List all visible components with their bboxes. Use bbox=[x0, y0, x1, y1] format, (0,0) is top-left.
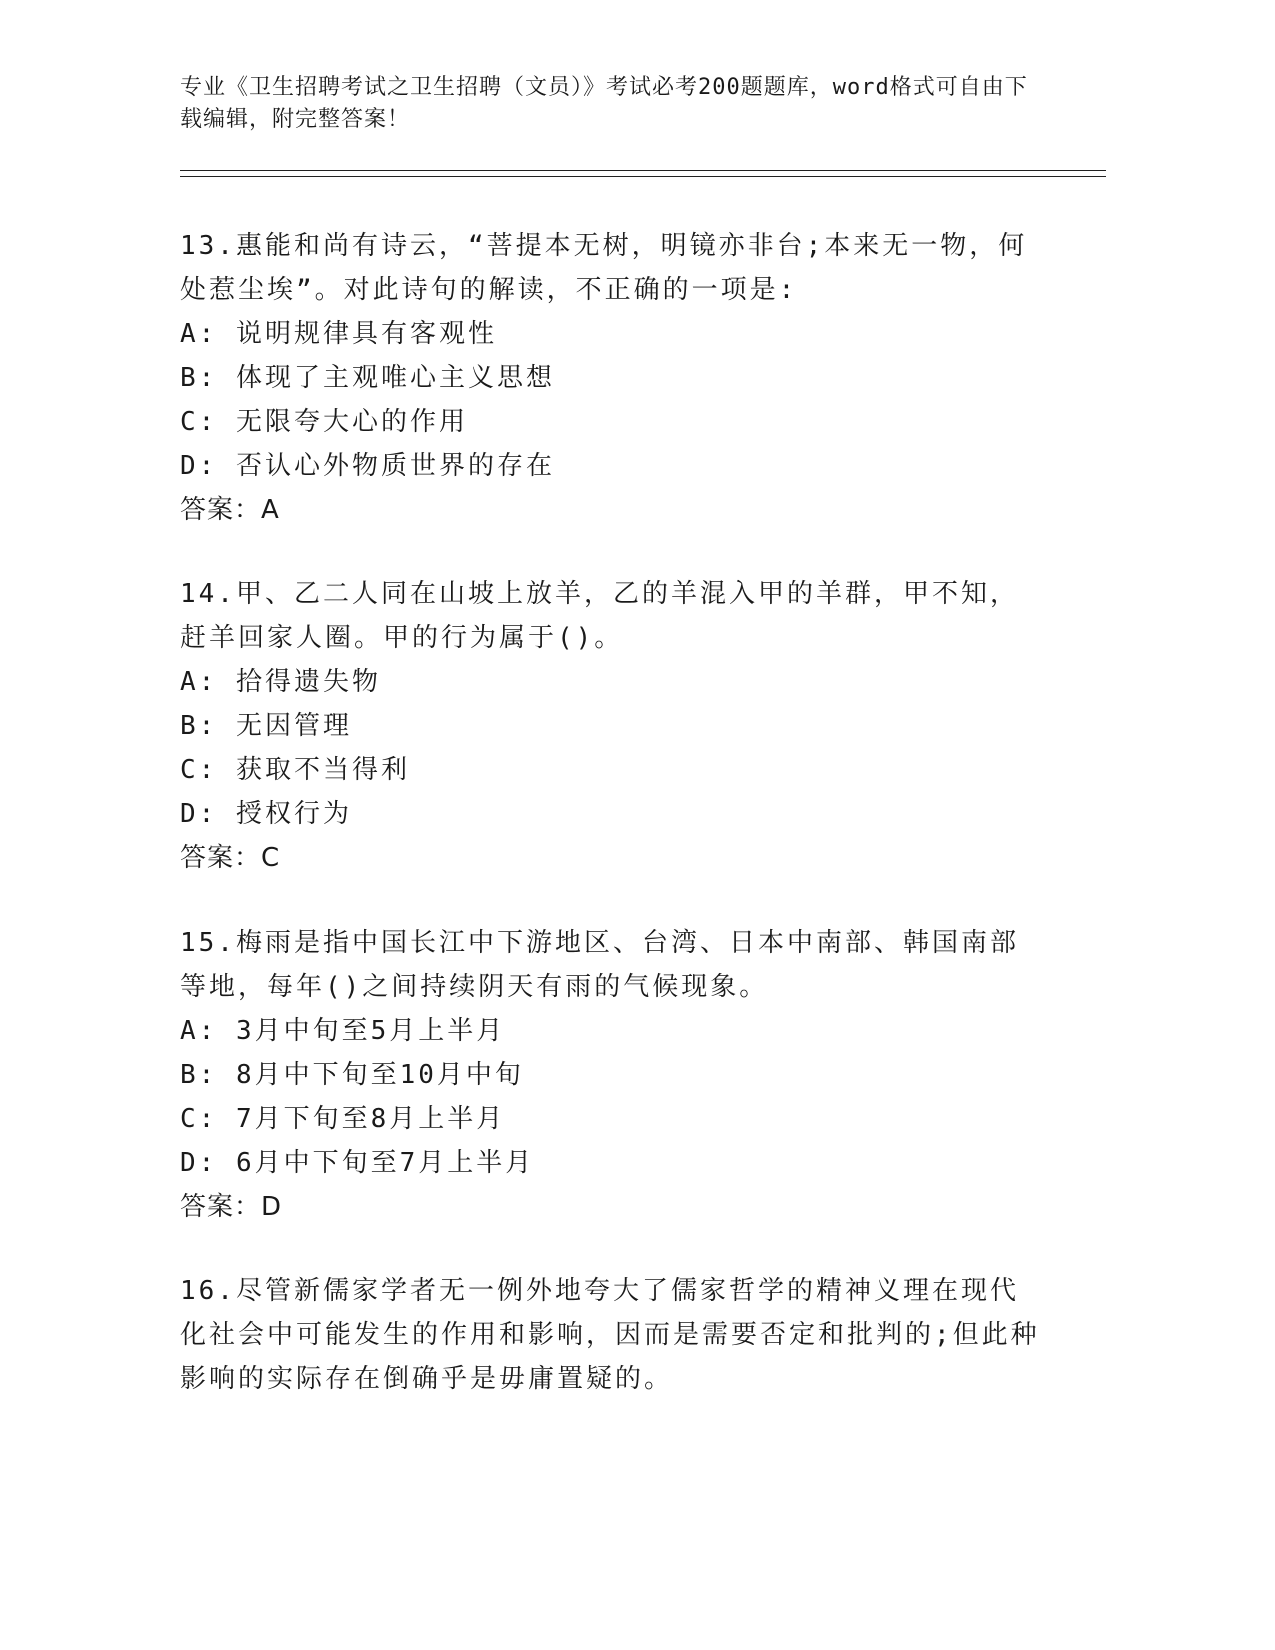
question-text: 15.梅雨是指中国长江中下游地区、台湾、日本中南部、韩国南部等地，每年()之间持续阴天有雨的气候现象。 bbox=[180, 928, 1019, 1002]
option-a: A: 拾得遗失物 bbox=[180, 667, 381, 697]
header-divider-top bbox=[180, 170, 1106, 171]
option-c: C: 获取不当得利 bbox=[180, 755, 410, 785]
header-divider-bottom bbox=[180, 176, 1106, 177]
question-15 bbox=[180, 921, 1040, 1229]
header-text: 专业《卫生招聘考试之卫生招聘（文员）》考试必考200题题库，word格式可自由下载编辑，附完整答案！ bbox=[180, 75, 1028, 132]
option-b: B: 体现了主观唯心主义思想 bbox=[180, 363, 555, 393]
option-b: B: 无因管理 bbox=[180, 711, 352, 741]
question-16 bbox=[180, 1269, 1040, 1401]
option-c: C: 无限夸大心的作用 bbox=[180, 407, 468, 437]
answer-line: 答案：D bbox=[180, 1192, 283, 1222]
option-a: A: 说明规律具有客观性 bbox=[180, 319, 497, 349]
document-header bbox=[180, 72, 1040, 136]
option-a: A: 3月中旬至5月上半月 bbox=[180, 1016, 506, 1046]
answer-line: 答案：A bbox=[180, 495, 280, 525]
answer-line: 答案：C bbox=[180, 843, 281, 873]
option-d: D: 否认心外物质世界的存在 bbox=[180, 451, 555, 481]
question-text: 13.惠能和尚有诗云，“菩提本无树，明镜亦非台;本来无一物，何处惹尘埃”。对此诗句的解读，不正确的一项是: bbox=[180, 231, 1028, 305]
question-14 bbox=[180, 572, 1040, 880]
option-b: B: 8月中下旬至10月中旬 bbox=[180, 1060, 524, 1090]
question-text: 16.尽管新儒家学者无一例外地夸大了儒家哲学的精神义理在现代化社会中可能发生的作用和影响，因而是需要否定和批判的;但此种影响的实际存在倒确乎是毋庸置疑的。 bbox=[180, 1276, 1040, 1394]
option-c: C: 7月下旬至8月上半月 bbox=[180, 1104, 506, 1134]
question-13 bbox=[180, 224, 1040, 532]
option-d: D: 授权行为 bbox=[180, 799, 352, 829]
option-d: D: 6月中下旬至7月上半月 bbox=[180, 1148, 535, 1178]
question-text: 14.甲、乙二人同在山坡上放羊，乙的羊混入甲的羊群，甲不知，赶羊回家人圈。甲的行为属于()。 bbox=[180, 579, 1019, 653]
